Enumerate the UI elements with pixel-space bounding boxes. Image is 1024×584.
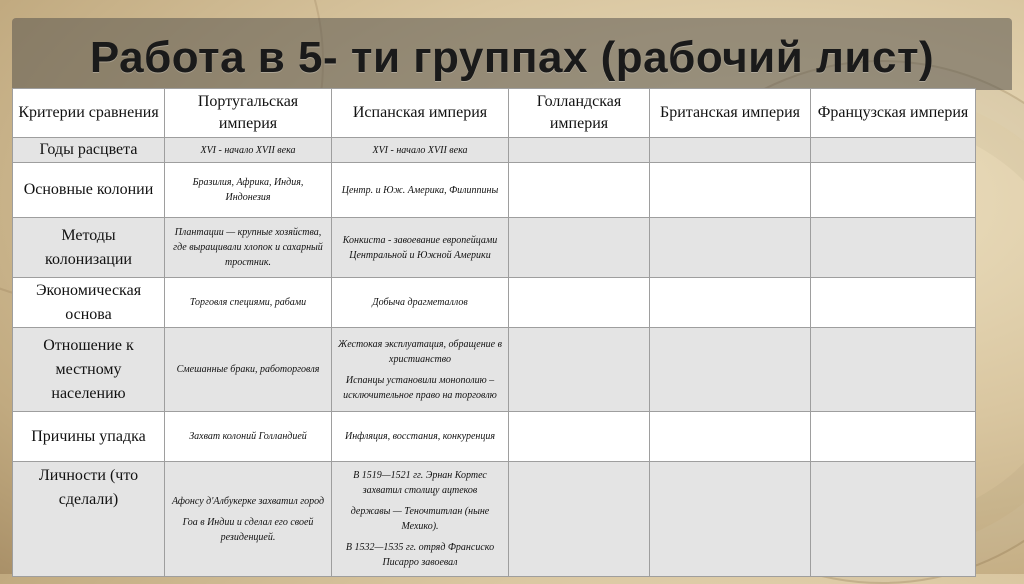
row-label: Годы расцвета	[13, 138, 165, 163]
comparison-table	[12, 88, 976, 577]
france-cell[interactable]	[811, 218, 976, 278]
france-cell[interactable]	[811, 163, 976, 218]
table-header-row	[13, 89, 976, 138]
row-label: Методы колонизации	[13, 218, 165, 278]
row-label: Отношение к местному населению	[13, 328, 165, 412]
slide-title: Работа в 5- ти группах (рабочий лист)	[89, 33, 935, 82]
row-label: Причины упадка	[13, 412, 165, 462]
column-header: Критерии сравнения	[13, 89, 165, 138]
britain-cell[interactable]	[650, 218, 811, 278]
table-row	[13, 138, 976, 163]
france-cell[interactable]	[811, 328, 976, 412]
column-header: Голландская империя	[509, 89, 650, 138]
france-cell[interactable]	[811, 138, 976, 163]
netherlands-cell[interactable]	[509, 328, 650, 412]
netherlands-cell[interactable]	[509, 278, 650, 328]
france-cell[interactable]	[811, 462, 976, 577]
table-row	[13, 462, 976, 577]
spain-cell: Инфляция, восстания, конкуренция	[332, 412, 509, 462]
netherlands-cell[interactable]	[509, 412, 650, 462]
table-row	[13, 278, 976, 328]
column-header: Испанская империя	[332, 89, 509, 138]
britain-cell[interactable]	[650, 328, 811, 412]
row-label: Личности (что сделали)	[13, 462, 165, 577]
britain-cell[interactable]	[650, 138, 811, 163]
portugal-cell: Торговля специями, рабами	[165, 278, 332, 328]
spain-cell: Центр. и Юж. Америка, Филиппины	[332, 163, 509, 218]
table-row	[13, 328, 976, 412]
france-cell[interactable]	[811, 412, 976, 462]
row-label: Экономическая основа	[13, 278, 165, 328]
portugal-cell: Плантации — крупные хозяйства, где выращивали хлопок и сахарный тростник.	[165, 218, 332, 278]
portugal-cell: Смешанные браки, работорговля	[165, 328, 332, 412]
portugal-cell: Захват колоний Голландией	[165, 412, 332, 462]
britain-cell[interactable]	[650, 412, 811, 462]
column-header: Британская империя	[650, 89, 811, 138]
spain-cell: XVI - начало XVII века	[332, 138, 509, 163]
table-row	[13, 412, 976, 462]
netherlands-cell[interactable]	[509, 462, 650, 577]
netherlands-cell[interactable]	[509, 138, 650, 163]
spain-cell: В 1519—1521 гг. Эрнан Кортес захватил столицу ацтеков державы — Теночтитлан (ныне Мехико). В 1532—1535 гг. отряд Франсиско Писарро завоевал	[332, 462, 509, 577]
portugal-cell: Афонсу д'Албукерке захватил город Гоа в Индии и сделал его своей резиденцией.	[165, 462, 332, 577]
spain-cell: Жестокая эксплуатация, обращение в христианство Испанцы установили монополию – исключительное право на торговлю	[332, 328, 509, 412]
spain-cell: Добыча драгметаллов	[332, 278, 509, 328]
britain-cell[interactable]	[650, 462, 811, 577]
portugal-cell: XVI - начало XVII века	[165, 138, 332, 163]
netherlands-cell[interactable]	[509, 163, 650, 218]
britain-cell[interactable]	[650, 163, 811, 218]
france-cell[interactable]	[811, 278, 976, 328]
column-header: Португальская империя	[165, 89, 332, 138]
spain-cell: Конкиста - завоевание европейцами Центральной и Южной Америки	[332, 218, 509, 278]
table-row	[13, 218, 976, 278]
portugal-cell: Бразилия, Африка, Индия, Индонезия	[165, 163, 332, 218]
britain-cell[interactable]	[650, 278, 811, 328]
column-header: Французская империя	[811, 89, 976, 138]
netherlands-cell[interactable]	[509, 218, 650, 278]
table-row	[13, 163, 976, 218]
row-label: Основные колонии	[13, 163, 165, 218]
